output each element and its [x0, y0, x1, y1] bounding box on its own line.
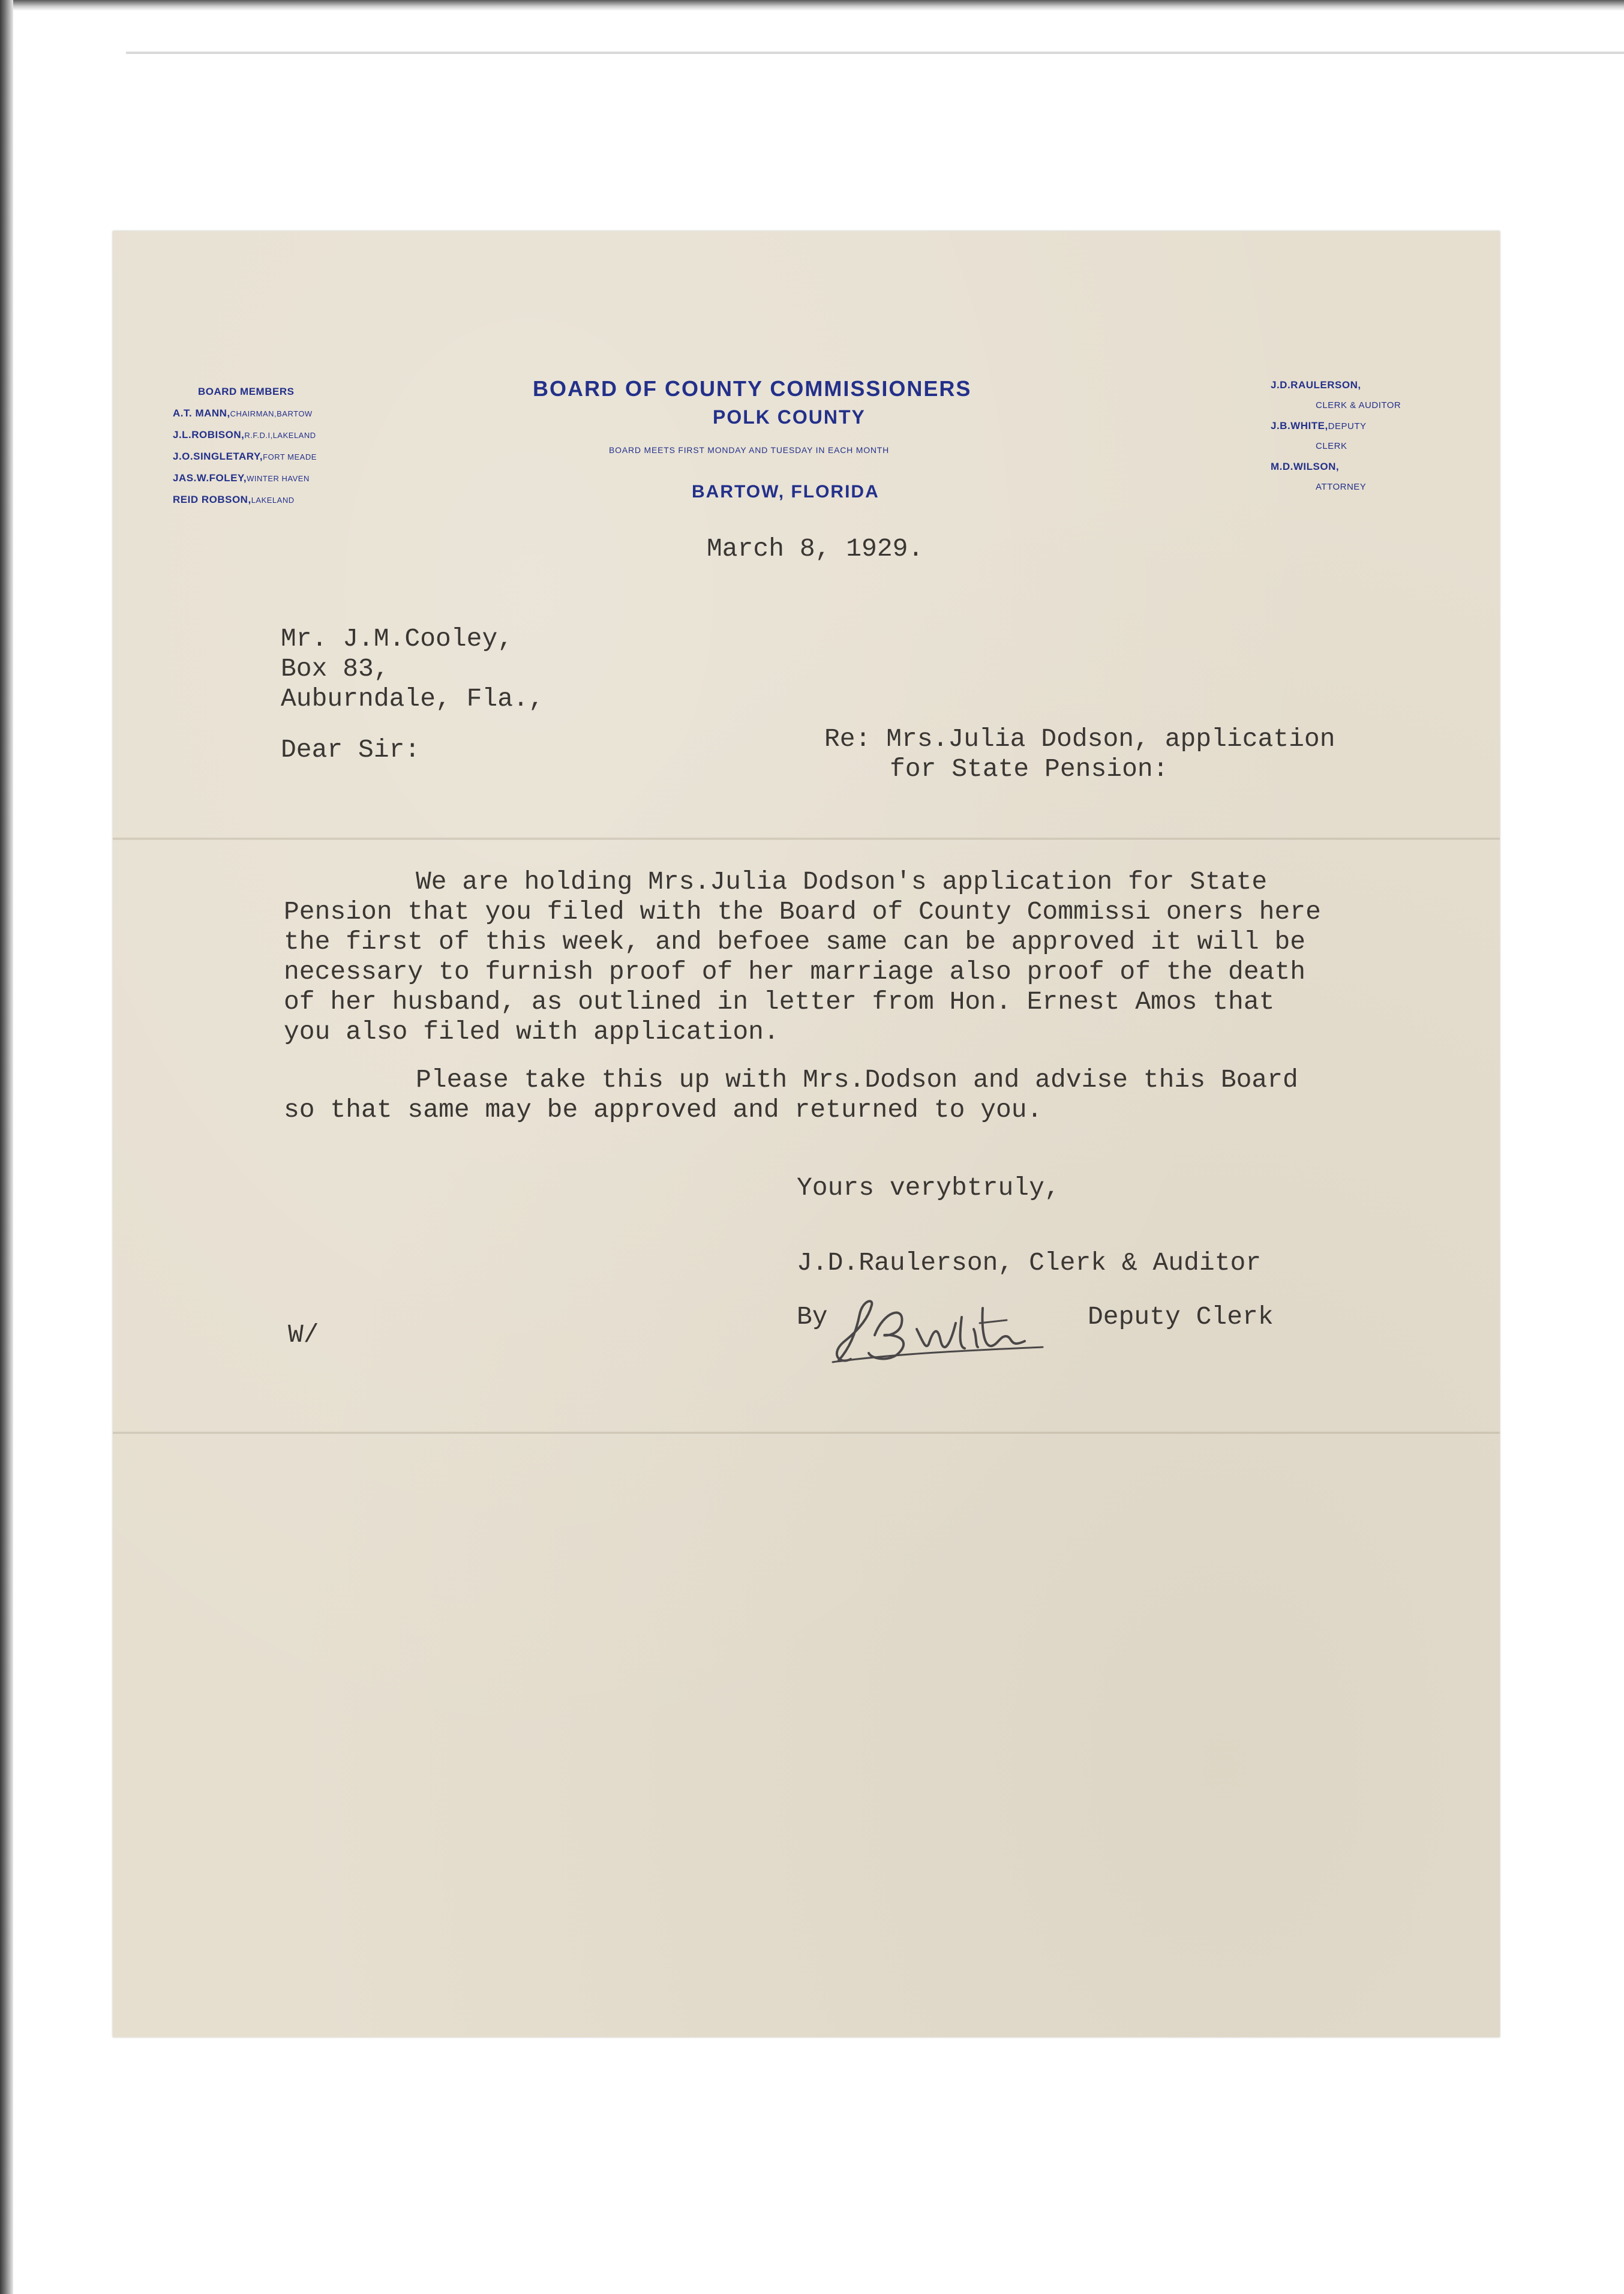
member-2: J.L.ROBISON,R.F.D.I,LAKELAND: [173, 429, 316, 440]
board-title: BOARD OF COUNTY COMMISSIONERS: [533, 376, 972, 401]
letter-page: [113, 231, 1500, 2037]
officer-3-name: M.D.WILSON,: [1271, 461, 1340, 472]
salutation: Dear Sir:: [281, 735, 421, 764]
officer-1-name: J.D.RAULERSON,: [1271, 379, 1361, 391]
signer-line: J.D.Raulerson, Clerk & Auditor: [797, 1248, 1262, 1278]
paper-fold-upper: [113, 837, 1500, 841]
member-4: JAS.W.FOLEY,WINTER HAVEN: [173, 472, 310, 484]
para1-line-6: you also filed with application.: [284, 1017, 779, 1046]
meeting-schedule: BOARD MEETS FIRST MONDAY AND TUESDAY IN EACH MONTH: [609, 445, 890, 455]
member-3: J.O.SINGLETARY,FORT MEADE: [173, 451, 317, 462]
re-line-2: for State Pension:: [890, 754, 1169, 784]
signer-title: Deputy Clerk: [1088, 1302, 1274, 1332]
board-members-list: [173, 381, 317, 511]
officer-1-role: CLERK & AUDITOR: [1316, 400, 1401, 410]
recipient-line-1: Mr. J.M.Cooley,: [281, 624, 514, 653]
officer-3-role: ATTORNEY: [1316, 482, 1367, 492]
para1-line-1: We are holding Mrs.Julia Dodson's application for State: [416, 867, 1268, 896]
recipient-line-3: Auburndale, Fla.,: [281, 684, 544, 713]
paper-fold-lower: [113, 1431, 1500, 1435]
member-1: A.T. MANN,CHAIRMAN,BARTOW: [173, 407, 313, 419]
scanner-frame-line: [126, 52, 1624, 54]
para2-line-2: so that same may be approved and returned to you.: [284, 1095, 1043, 1124]
para1-line-2: Pension that you filed with the Board of County Commissi oners here: [284, 897, 1321, 926]
para1-line-4: necessary to furnish proof of her marriage also proof of the death: [284, 957, 1306, 986]
para1-line-5: of her husband, as outlined in letter from Hon. Ernest Amos that: [284, 987, 1275, 1016]
para1-line-3: the first of this week, and befoee same can be approved it will be: [284, 927, 1306, 956]
members-heading: BOARD MEMBERS: [198, 386, 295, 397]
scanner-frame-left: [0, 0, 13, 2294]
letter-date: March 8, 1929.: [707, 534, 924, 563]
officers-list: [1271, 375, 1401, 497]
recipient-line-2: Box 83,: [281, 654, 389, 683]
scanner-frame-top: [0, 0, 1624, 11]
para2-line-1: Please take this up with Mrs.Dodson and advise this Board: [416, 1065, 1298, 1094]
city-state: BARTOW, FLORIDA: [692, 482, 879, 502]
re-line-1: Re: Mrs.Julia Dodson, application: [824, 724, 1335, 754]
officer-2-name: J.B.WHITE,DEPUTY: [1271, 420, 1367, 431]
handwritten-signature: [827, 1293, 1079, 1371]
closing: Yours verybtruly,: [797, 1173, 1060, 1203]
member-5: REID ROBSON,LAKELAND: [173, 494, 295, 505]
typist-initials: W/: [288, 1320, 319, 1350]
county-name: POLK COUNTY: [713, 406, 866, 428]
signature-by: By: [797, 1302, 828, 1332]
officer-2-role: CLERK: [1316, 441, 1347, 451]
